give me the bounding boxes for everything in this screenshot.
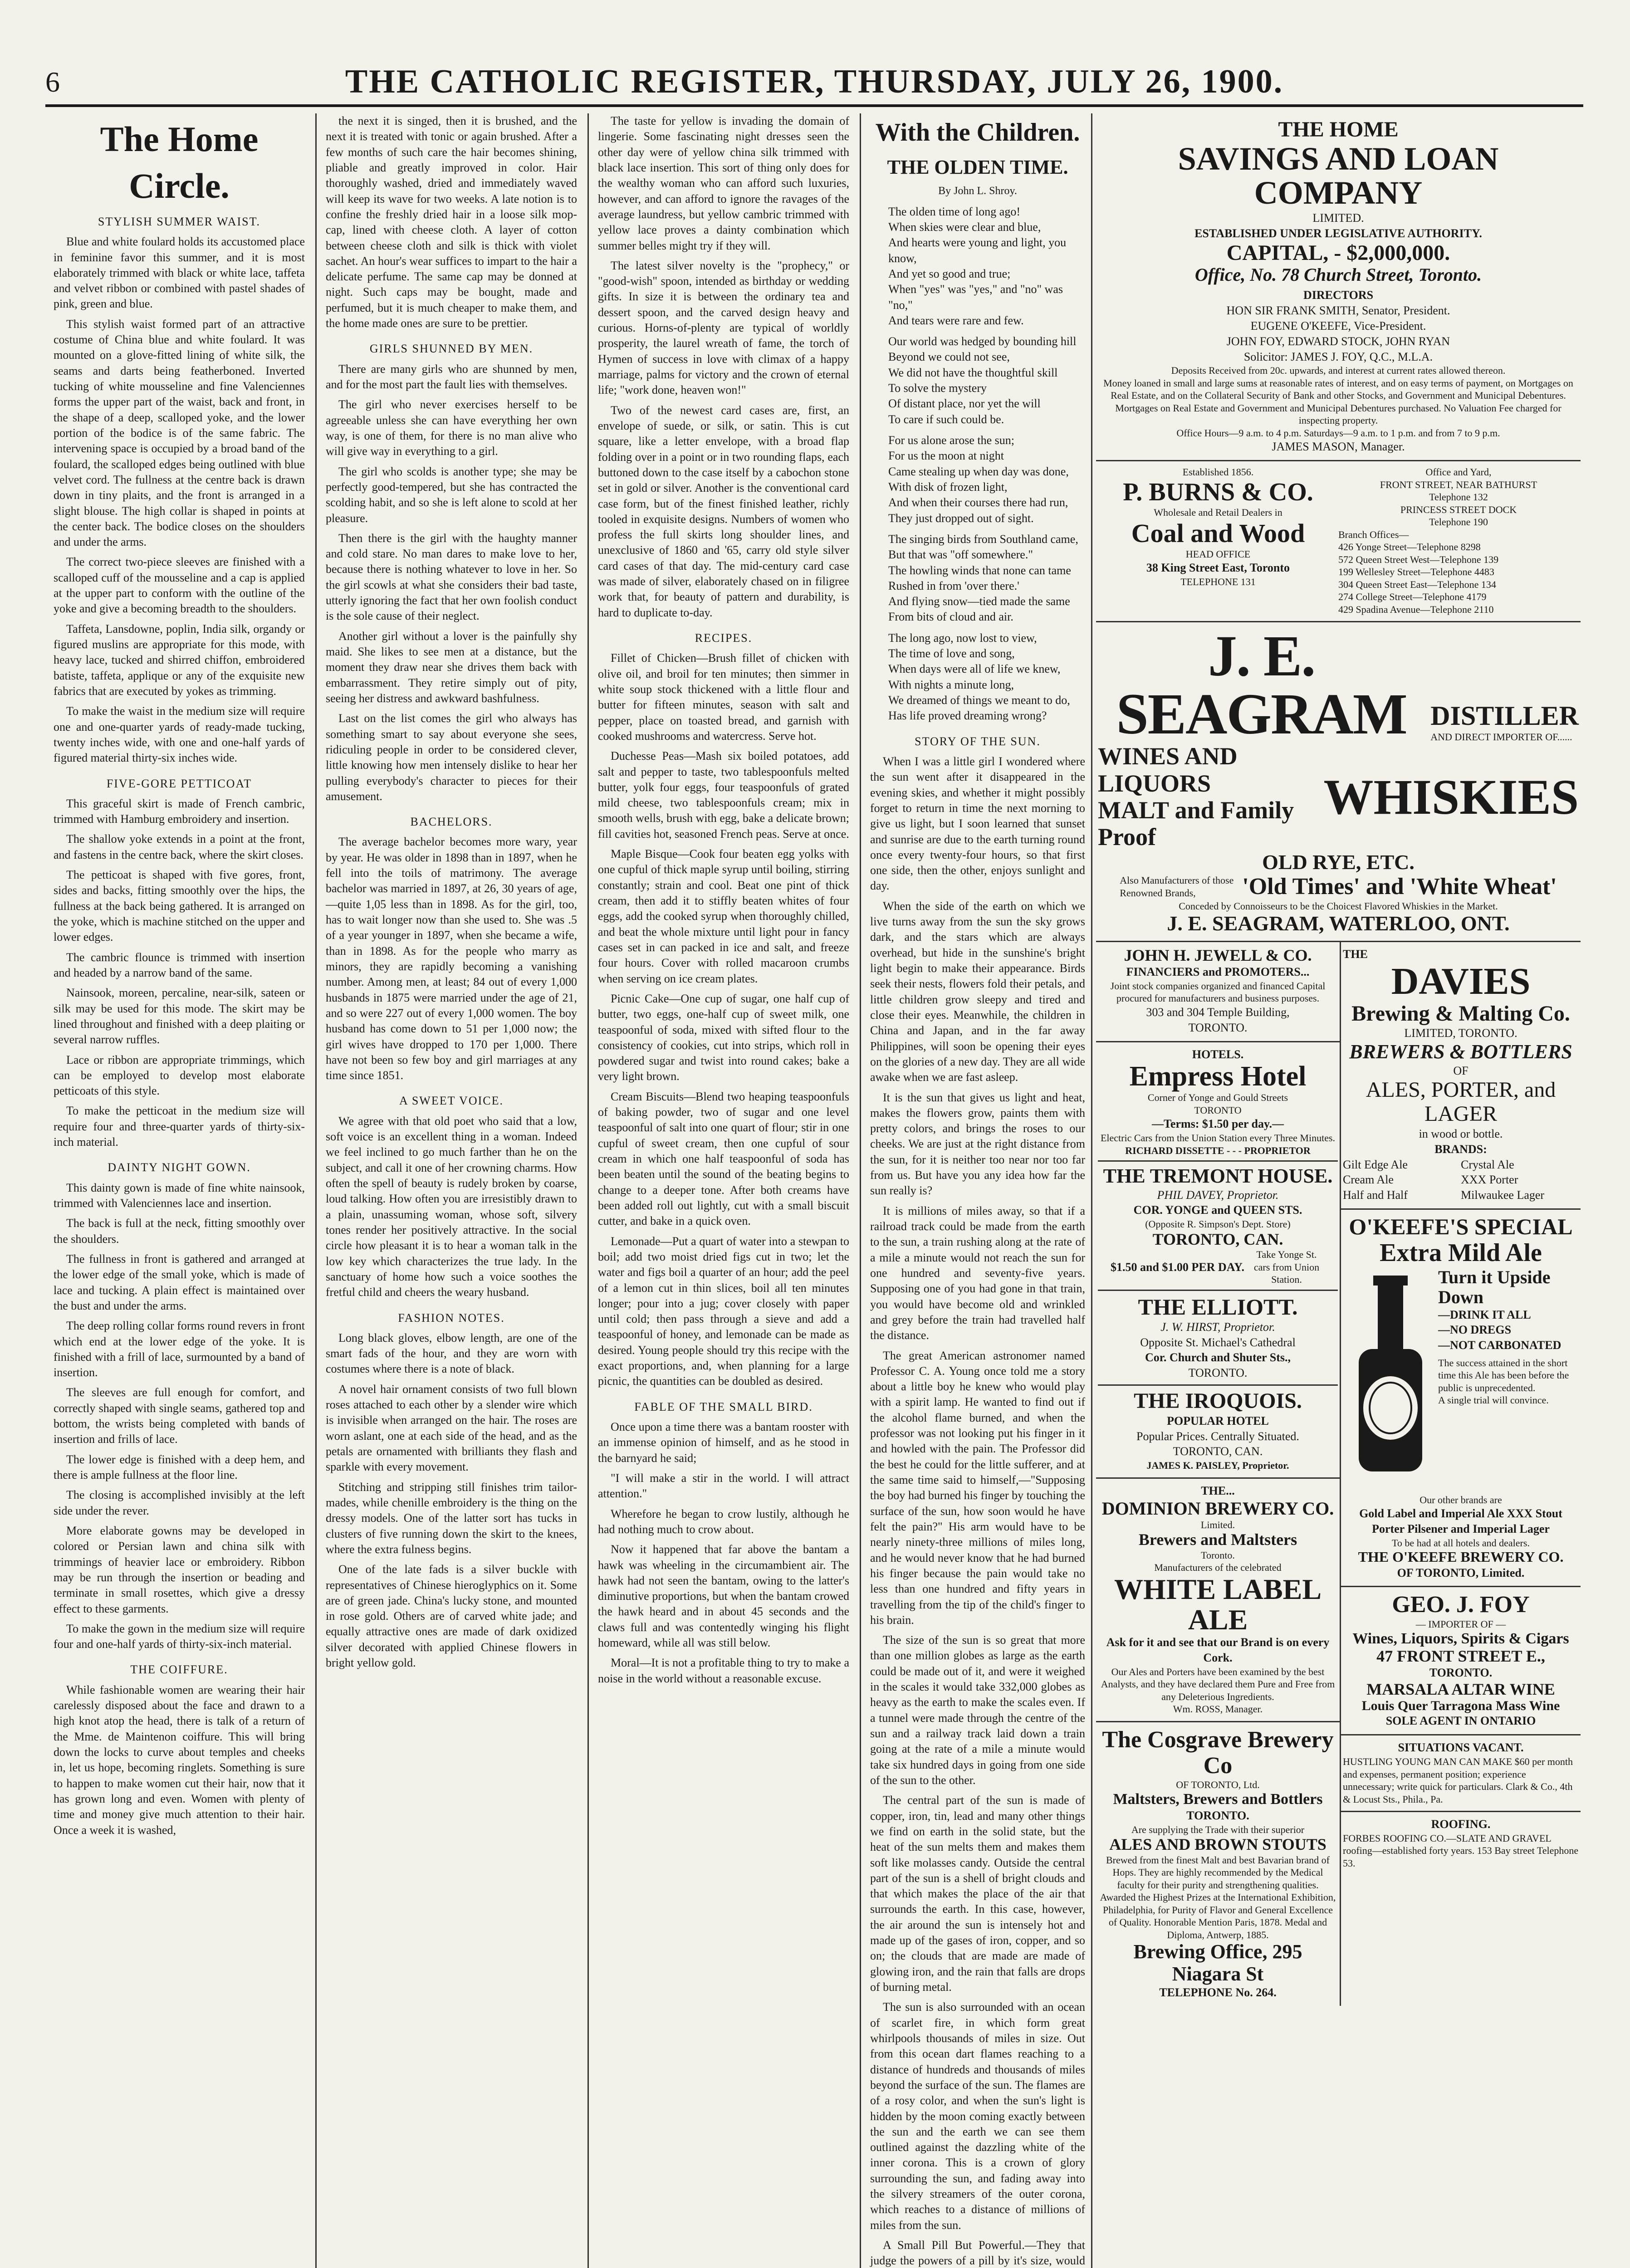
- ad-line: Milwaukee Lager: [1461, 1188, 1545, 1202]
- ad-roofing: [1341, 1812, 1581, 1875]
- ad-foy-address: 47 FRONT STREET E.,: [1376, 1647, 1545, 1665]
- ad-home-directors: [1098, 303, 1579, 349]
- article-paragraph: The taste for yellow is invading the domain of lingerie. Some fascinating night dresses seen the other day were of yellow china silk trimmed with black lace insertion. This sort of thing only does for the wealthy woman who can afford such luxuries, however, and can afford to ignore the ravages of the average laundress, but yellow cambric trimmed with yellow lace proves a dainty combination which summer belles might try if they will.: [598, 114, 849, 252]
- ad-seagram-conceded: Conceded by Connoisseurs to be the Choicest Flavored Whiskies in the Market.: [1179, 900, 1498, 912]
- ad-line: 429 Spadina Avenue—Telephone 2110: [1338, 603, 1494, 615]
- article-paragraph: The latest silver novelty is the "prophecy," or "good-wish" spoon, intended as birthday or wedding gifts. In size it is between the ordinary tea and dessert spoon, and the carved design heavy and curious. Horns-of-plenty are typical of worldly prosperity, the laurel wreath of fame, the torch of Hymen of success in love with climax of a happy marriage, palms for victory and the crown of eternal life; "work done, heaven won!": [598, 259, 849, 397]
- story-paragraph: It is millions of miles away, so that if a railroad track could be made from the earth to the sun, a train rushing along at the rate of a mile a minute would not reach the sun for one hundred and seventy-five years. Supposing one of you had gone in that train, you would have become old and wrinkled and grey before the train had travelled half the distance.: [870, 1204, 1085, 1342]
- ad-jewell-address: 303 and 304 Temple Building,: [1146, 1005, 1290, 1019]
- ad-foy-importer: — IMPORTER OF —: [1415, 1618, 1506, 1630]
- ad-seagram-distiller: DISTILLER: [1430, 700, 1579, 731]
- article-paragraph: This dainty gown is made of fine white nainsook, trimmed with Valenciennes lace and insertion.: [54, 1181, 305, 1210]
- ad-burns: [1096, 461, 1581, 622]
- article-paragraph: The sleeves are full enough for comfort, and correctly shaped with single seams, gathered top and bottom, the wrists being completed with bands of insertion and frills of lace.: [54, 1386, 305, 1446]
- article-paragraph: To make the gown in the medium size will require four and one-half yards of thirty-six-inch material.: [54, 1622, 305, 1651]
- article-heading: FABLE OF THE SMALL BIRD.: [634, 1400, 813, 1413]
- ad-line: 304 Queen Street East—Telephone 134: [1338, 578, 1496, 590]
- ad-burns-head-office: 38 King Street East, Toronto: [1146, 561, 1290, 575]
- column-1: [45, 113, 313, 2268]
- ad-dominion-ask: Ask for it and see that our Brand is on every Cork.: [1106, 1635, 1330, 1664]
- story-paragraph: The central part of the sun is made of copper, iron, tin, lead and many other things we find on earth in the solid state, but the heat of the sun melts them and makes them soft like molasses candy. Outside the central part of the sun is a shell of bright clouds and that which makes the place of the air that surrounds the earth. In this case, however, the air around the sun is intensely hot and made up of the gases of iron, copper, and so on; the clouds that are made are made of glowing iron, and the rain that falls are drops of burning metal.: [870, 1794, 1085, 1994]
- ad-jewell: [1096, 942, 1340, 1042]
- article-paragraph: The petticoat is shaped with five gores, front, sides and backs, fitting smoothly over the hips, the fullness at the back being gathered. It is arranged on the yoke, which is machine stitched on the upper and lower edges.: [54, 868, 305, 944]
- article-paragraph: Another girl without a lover is the painfully shy maid. She likes to see men at a distance, but the moment they draw near she drives them back with embarrassment. They retire simply out of pity, seeing her distress and awkward bashfulness.: [326, 629, 577, 705]
- article-paragraph: The closing is accomplished invisibly at the left side under the rever.: [54, 1488, 305, 1517]
- ad-dominion-city: Toronto.: [1201, 1549, 1235, 1561]
- ads-split: [1096, 942, 1581, 2006]
- article-paragraph: Moral—It is not a profitable thing to try to make a noise in the world without a reasonable excuse.: [598, 1656, 849, 1685]
- ad-empress-name: Empress Hotel: [1129, 1061, 1307, 1092]
- ad-okeefe-name: O'KEEFE'S SPECIAL: [1349, 1213, 1573, 1239]
- ad-empress-corner: Corner of Yonge and Gould Streets: [1147, 1092, 1288, 1104]
- column-rule: [860, 113, 861, 2268]
- ad-home-solicitor: Solicitor: JAMES J. FOY, Q.C., M.L.A.: [1243, 350, 1433, 363]
- column-3: [590, 113, 857, 2268]
- ad-tremont-cars: Take Yonge St. cars from Union Station.: [1253, 1249, 1320, 1286]
- ad-okeefe-company: THE O'KEEFE BREWERY CO.: [1358, 1549, 1564, 1565]
- ad-foy-city: TORONTO.: [1429, 1666, 1493, 1680]
- article-paragraph: The correct two-piece sleeves are finished with a scalloped cuff of the mousseline and a cap is applied at the upper part to conform with the outline of the yoke and give a becoming breadth to the shoulders.: [54, 555, 305, 616]
- ad-iroquois-proprietor: JAMES K. PAISLEY, Proprietor.: [1146, 1460, 1289, 1471]
- article-heading: A SWEET VOICE.: [399, 1094, 504, 1108]
- ad-line: 274 College Street—Telephone 4179: [1338, 591, 1487, 603]
- ad-hotels: [1096, 1042, 1340, 1479]
- ad-okeefe: [1341, 1210, 1581, 1587]
- ad-burns-yard: FRONT STREET, NEAR BATHURST: [1380, 479, 1537, 490]
- column-rule: [315, 113, 317, 2268]
- ad-seagram: [1096, 622, 1581, 942]
- article-paragraph: Once upon a time there was a bantam rooster with an immense opinion of himself, and as he stood in the barnyard he said;: [598, 1420, 849, 1465]
- article-list: [54, 214, 305, 1838]
- section-title-home-circle: The Home Circle.: [100, 119, 259, 205]
- ad-dominion-manufacturers: Manufacturers of the celebrated: [1154, 1562, 1282, 1574]
- ad-cosgrave-supplying: Are supplying the Trade with their superior: [1131, 1823, 1305, 1835]
- ad-line: Half and Half: [1343, 1188, 1408, 1202]
- ad-dominion-brewers: Brewers and Maltsters: [1138, 1530, 1297, 1549]
- ad-line: Crystal Ale: [1461, 1158, 1514, 1171]
- article-paragraph: Cream Biscuits—Blend two heaping teaspoonfuls of baking powder, two of sugar and one level teaspoonful of salt into one quart of flour; stir in one cupful of sweet cream, then one cupful of sour cream in which one half teaspoonful of soda has been beaten until the sound of the beating begins to change to a deeper tone. After both creams have been added roll out lightly, cut with a small biscuit cutter, and bake in a quick oven.: [598, 1090, 849, 1228]
- ad-burns-princess-tel: Telephone 190: [1429, 516, 1488, 528]
- article-paragraph: We agree with that old poet who said that a low, soft voice is an excellent thing in a woman. Indeed we feel inclined to go much farther than he on the subject, and call it one of her crowning charms. How often the spell of beauty is rudely broken by coarse, loud talking. How often you are irresistibly drawn to a plain, unassuming woman, whose soft, silvery tones render her positively attractive. In the social circle how pleasant it is to hear a woman talk in the low key which characterizes the true lady. In the sanctuary of home how such a voice soothes the fretful child and cheers the weary husband.: [326, 1114, 577, 1299]
- ad-seagram-footer: J. E. SEAGRAM, WATERLOO, ONT.: [1167, 912, 1510, 935]
- ads-right-stack: [1341, 942, 1581, 2006]
- ad-home-loans: Money loaned in small and large sums at reasonable rates of interest, and on easy terms of payment, on Mortgages on Real Estate, and on the Collateral Security of Bank and other Stocks, and Government and Municipal Debentures. Mortgages on Real Estate and Government and Municipal Debentures purchased. No Valuation Fee charged for inspecting property.: [1103, 377, 1573, 426]
- poem-title: THE OLDEN TIME.: [887, 156, 1068, 178]
- article-paragraph: The shallow yoke extends in a point at the front, and fastens in the centre back, where the skirt closes.: [54, 832, 305, 861]
- column-rule: [587, 113, 589, 2268]
- ad-hotels-heading: HOTELS.: [1192, 1047, 1244, 1061]
- ad-home-directors-heading: DIRECTORS: [1303, 288, 1374, 302]
- ad-empress-terms: —Terms: $1.50 per day.—: [1151, 1117, 1284, 1131]
- ad-seagram-wines: WINES AND LIQUORS: [1098, 743, 1238, 797]
- ad-cosgrave-desc: Brewed from the finest Malt and best Bavarian brand of Hops. They are highly recommended by the Medical faculty for their purity and strengthening qualities.: [1106, 1854, 1330, 1891]
- ad-okeefe-product: Extra Mild Ale: [1380, 1238, 1542, 1267]
- ale-bottle-icon: [1345, 1272, 1436, 1485]
- article-paragraph: Maple Bisque—Cook four beaten egg yolks with one cupful of thick maple syrup until boiling, stirring constantly; strain and cool. Beat one pint of thick cream, then add it to stiffly beaten whites of four eggs, add the cooked syrup when thoroughly chilled, and beat the whole mixture until light pour in fancy cases set in can packed in ice and salt, and freeze four hours. Cover with rolled macaroon crumbs when serving on ice cream plates.: [598, 847, 849, 985]
- ad-jewell-name: JOHN H. JEWELL & CO.: [1124, 946, 1312, 964]
- ad-seagram-malt: MALT and Family Proof: [1098, 796, 1294, 851]
- ad-cosgrave-brewery: [1096, 1722, 1340, 2006]
- article-heading: GIRLS SHUNNED BY MEN.: [369, 342, 534, 356]
- article-heading: RECIPES.: [695, 631, 753, 645]
- article-list: [598, 113, 849, 1686]
- article-paragraph: Wherefore he began to crow lustily, although he had nothing much to crow about.: [598, 1507, 849, 1536]
- ad-burns-yard-label: Office and Yard,: [1425, 466, 1492, 478]
- ad-tremont-city: TORONTO, CAN.: [1152, 1230, 1283, 1248]
- ad-tremont-proprietor: PHIL DAVEY, Proprietor.: [1157, 1188, 1279, 1202]
- article-paragraph: The girl who never exercises herself to be agreeable unless she can have everything her own way, is one of them, for there is no man alive who will give way in everything to a girl.: [326, 398, 577, 458]
- ad-situations-text: HUSTLING YOUNG MAN CAN MAKE $60 per month and expenses, permanent position; experience unnecessary; write quick for particulars. Clark & Co., 4th & Locust Sts., Phila., Pa.: [1343, 1756, 1573, 1805]
- ad-jewell-sub: FINANCIERS and PROMOTERS...: [1126, 965, 1310, 979]
- column-2: [318, 113, 585, 2268]
- ad-foy: [1341, 1587, 1581, 1735]
- ad-cosgrave-maltsters: Maltsters, Brewers and Bottlers: [1113, 1791, 1323, 1808]
- ad-dominion-product: WHITE LABEL ALE: [1114, 1573, 1322, 1636]
- ad-line: 199 Wellesley Street—Telephone 4483: [1338, 566, 1494, 578]
- story-paragraph: The size of the sun is so great that more than one million globes as large as the earth could be made out of it, and were it weighed in the scales it would take 332,000 globes as heavy as the earth to make the scales even. If a tunnel were made through the centre of the sun and a railway track laid down a train going at the rate of a mile a minute would take six hundred days in going from one side of the sun to the other.: [870, 1633, 1085, 1787]
- ad-dominion-brewery: [1096, 1479, 1340, 1722]
- ad-foy-name: GEO. J. FOY: [1392, 1592, 1530, 1618]
- ad-home-established: ESTABLISHED UNDER LEGISLATIVE AUTHORITY.: [1194, 226, 1482, 240]
- ad-cosgrave-name: The Cosgrave Brewery Co: [1102, 1726, 1334, 1779]
- poem-author: By John L. Shroy.: [938, 185, 1017, 197]
- ad-roofing-text: FORBES ROOFING CO.—SLATE AND GRAVEL roofing—established forty years. 153 Bay street Telephone 53.: [1343, 1832, 1579, 1869]
- ad-okeefe-city: OF TORONTO, Limited.: [1397, 1566, 1525, 1579]
- article-paragraph: Lemonade—Put a quart of water into a stewpan to boil; add two moist dried figs cut in two; let the water and figs boil a quarter of an hour; add the peel of a lemon cut in thin slices, boil all ten minutes longer; pour into a jug; cover closely with paper until cold; then pass through a sieve and add a teaspoonful of honey, and lemonade can be made as desired. Young people should try this recipe with the exact proportions, and, when planning for a large picnic, the quantities can be doubled as desired.: [598, 1234, 849, 1388]
- ad-dominion-manager: Wm. ROSS, Manager.: [1173, 1703, 1263, 1715]
- ad-line: —DRINK IT ALL: [1438, 1308, 1531, 1321]
- ad-empress-city: TORONTO: [1194, 1104, 1242, 1116]
- ad-iroquois-prices: Popular Prices. Centrally Situated.: [1136, 1429, 1299, 1443]
- article-paragraph: Blue and white foulard holds its accustomed place in feminine favor this summer, and it is most elaborately trimmed with black or white lace, taffeta and velvet ribbon or combined with pastel shades of pink, green and blue.: [54, 235, 305, 311]
- ad-situations-vacant: [1341, 1735, 1581, 1812]
- article-heading: STYLISH SUMMER WAIST.: [98, 215, 261, 228]
- story-paragraph: The sun is also surrounded with an ocean of scarlet fire, in which form great whirlpools thousands of miles in size. Out from this ocean dart flames reaching to a distance of hundreds and thousands of miles beyond the surface of the sun. The flames are of a rosy color, and when the sun's light is hidden by the moon coming exactly between the sun and the earth we can see them outlined against the dazzling white of the inner corona. This is a crown of glory surrounding the sun, and fading away into the silvery streamers of the outer corona, which reaches to a distance of millions of miles from the sun.: [870, 2000, 1085, 2232]
- ad-tremont-corner: COR. YONGE and QUEEN STS.: [1133, 1203, 1302, 1217]
- article-heading: FIVE-GORE PETTICOAT: [106, 777, 252, 790]
- ad-tremont-opposite: (Opposite R. Simpson's Dept. Store): [1145, 1218, 1291, 1230]
- ad-iroquois-sub: POPULAR HOTEL: [1167, 1414, 1269, 1427]
- ad-elliott-city: TORONTO.: [1188, 1366, 1248, 1380]
- ad-davies-the: THE: [1343, 947, 1368, 961]
- ad-burns-branch-label: Branch Offices—: [1338, 528, 1409, 540]
- article-paragraph: The average bachelor becomes more wary, year by year. He was older in 1898 than in 1897, when he fell into the toils of matrimony. The average bachelor was married in 1897, at 26, 30 years of age,—quite 1,05 less than in 1898. As for the girl, too, has to wait longer now than she used to. She was .5 of a year younger in 1897, when she became a wife, than in 1898. As for the people who marry as minors, they are rapidly becoming a vanishing number. Among men, at least; 84 out of every 1,000 husbands in 1875 were married under the age of 21, and so were 227 out of every 1,000 women. The boy husband has come down to 51 per 1,000 now; the girl wives have dropped to 170 per 1,000. There have not been so few boy and girl marriages at any time since 1851.: [326, 835, 577, 1082]
- article-paragraph: One of the late fads is a silver buckle with representatives of Chinese hieroglyphics on it. Some are of green jade. China's lucky stone, and mounted in rose gold. Others are of carved white jade; and equally attractive ones are made of dark oxidized silver decorated with applied Chinese flowers in bright yellow gold.: [326, 1563, 577, 1670]
- ad-foy-marsala: MARSALA ALTAR WINE: [1366, 1680, 1555, 1698]
- article-paragraph: Last on the list comes the girl who always has something smart to say about everyone she sees, ridiculing people in order to be considered clever, little knowing how men intensely dislike to hear her pulling everybody's character to pieces for their amusement.: [326, 712, 577, 803]
- ad-roofing-heading: ROOFING.: [1431, 1818, 1491, 1831]
- ad-davies-brands-right: [1461, 1157, 1579, 1203]
- ad-line: JOHN FOY, EDWARD STOCK, JOHN RYAN: [1226, 334, 1450, 348]
- ad-burns-name: P. BURNS & CO.: [1123, 478, 1313, 506]
- ad-davies-products: ALES, PORTER, and LAGER: [1366, 1078, 1556, 1126]
- notice-pills: A Small Pill But Powerful.—They that judge the powers of a pill by it's size, would: [870, 2239, 1085, 2268]
- ad-iroquois-city: TORONTO, CAN.: [1173, 1445, 1263, 1458]
- ad-empress-proprietor: RICHARD DISSETTE - - - PROPRIETOR: [1125, 1144, 1311, 1156]
- article-paragraph: The lower edge is finished with a deep hem, and there is ample fullness at the floor line.: [54, 1452, 305, 1482]
- ad-davies-brewing: [1341, 942, 1581, 1210]
- article-paragraph: More elaborate gowns may be developed in colored or Persian lawn and china silk with trimmings of heavier lace or embroidery. Ribbon may be run through the insertion or beading and terminate in small rosettes, which give a dressy effect to these garments.: [54, 1524, 305, 1615]
- ad-okeefe-desc: The success attained in the short time this Ale has been before the public is unprecedented.: [1438, 1357, 1569, 1393]
- ad-home-company: SAVINGS AND LOAN COMPANY: [1178, 140, 1499, 211]
- article-paragraph: Lace or ribbon are appropriate trimmings, which can be employed to develop most elaborate petticoats of this style.: [54, 1053, 305, 1098]
- ad-line: —NO DREGS: [1438, 1323, 1512, 1337]
- ad-line: Cream Ale: [1343, 1173, 1394, 1187]
- ad-okeefe-features: [1438, 1307, 1579, 1353]
- ad-line: 426 Yonge Street—Telephone 8298: [1338, 541, 1481, 553]
- ad-okeefe-brands: Gold Label and Imperial Ale XXX Stout Porter Pilsener and Imperial Lager: [1359, 1507, 1562, 1536]
- ad-davies-company: Brewing & Malting Co.: [1351, 1001, 1570, 1026]
- ad-burns-product: Coal and Wood: [1131, 518, 1305, 548]
- article-paragraph: Nainsook, moreen, percaline, near-silk, sateen or silk may be used for this mode. The skirt may be lined throughout and finished with a deep plaiting or several narrow ruffles.: [54, 986, 305, 1046]
- advertisements-column: [1093, 113, 1583, 2268]
- ad-davies-of: OF: [1453, 1064, 1468, 1077]
- ad-foy-agent: SOLE AGENT IN ONTARIO: [1385, 1714, 1536, 1728]
- story-paragraph: When the side of the earth on which we live turns away from the sun the sky grows dark, and the stars which are always overhead, but hide in the sunshine's bright light begin to make their appearance. Birds seek their nests, flowers fold their petals, and little children grow sleepy and tired and close their eyes. Meanwhile, the children in China and Japan, and in the far away Philippines, will soon be opening their eyes on the glories of a new day. They are all wide awake when we are fast asleep.: [870, 899, 1085, 1084]
- poem-stanza: The olden time of long ago! When skies were clear and blue, And hearts were young and light, you know, And yet so good and true; When "yes" was "yes," and "no" was "no," And tears were rare and few.: [888, 205, 1067, 327]
- ad-line: EUGENE O'KEEFE, Vice-President.: [1250, 319, 1426, 332]
- ad-home-manager: JAMES MASON, Manager.: [1272, 440, 1405, 454]
- ad-dominion-name: DOMINION BREWERY CO.: [1101, 1498, 1334, 1519]
- poem-stanza: Our world was hedged by bounding hill Beyond we could not see, We did not have the thoughtful skill To solve the mystery Of distant place, nor yet the will To care if such could be.: [888, 335, 1077, 426]
- story-body: [870, 754, 1085, 2233]
- article-paragraph: Duchesse Peas—Mash six boiled potatoes, add salt and pepper to taste, two tablespoonfuls melted butter, yolk four eggs, four teaspoonfuls of grated mild cheese, two tablespoonfuls cream; mix in smooth wells, brush with egg, bake a delicate brown; fill cavities hot, seasoned French peas. Serve at once.: [598, 749, 849, 841]
- ad-home-hours: Office Hours—9 a.m. to 4 p.m. Saturdays—9 a.m. to 1 p.m. and from 7 to 9 p.m.: [1176, 427, 1500, 439]
- article-paragraph: Stitching and stripping still finishes trim tailor-mades, while chenille embroidery is the thing on the dressy models. One of the latter sort has tucks in clusters of five running down the skirt to the knees, where the extra fulness begins.: [326, 1480, 577, 1556]
- newspaper-title: THE CATHOLIC REGISTER, THURSDAY, JULY 26, 1900.: [345, 63, 1284, 100]
- poem-stanza: For us alone arose the sun; For us the moon at night Came stealing up when day was done, With disk of frozen light, And when their courses there had run, They just dropped out of sight.: [888, 434, 1069, 525]
- ad-burns-telephone: TELEPHONE 131: [1180, 576, 1256, 587]
- article-paragraph: Two of the newest card cases are, first, an envelope of suede, or silk, or satin. This is cut square, like a letter envelope, with a broad flap folding over in a point or in two rounding flaps, each buttoned down to the case itself by a cabochon stone set in gold or silver. Another is the conventional card case form, but of the finest finished leather, richly tooled in exquisite designs. Numbers of women who profess the full skirts long shoulder lines, and unexclusive of 1860 and '65, carry old style silver card cases of that day. The mid-century card case was made of silver, elaborately chased on in filigree work that, for beauty of pattern and durability, is hard to duplicate to-day.: [598, 403, 849, 619]
- ad-cosgrave-telephone: TELEPHONE No. 264.: [1159, 1986, 1277, 1999]
- ad-okeefe-turn: Turn it Upside Down: [1438, 1266, 1551, 1307]
- ad-seagram-whiskies: WHISKIES: [1323, 769, 1579, 825]
- ad-jewell-desc: Joint stock companies organized and financed Capital procured for manufacturers and business purposes.: [1110, 980, 1326, 1004]
- story-paragraph: It is the sun that gives us light and heat, makes the flowers grow, paints them with pretty colors, and brings the roses to our cheeks. We are just at the right distance from the sun, for it is neither too near nor too far from us. But have you any idea how far the sun really is?: [870, 1090, 1085, 1198]
- article-paragraph: While fashionable women are wearing their hair carelessly disposed about the face and drawn to a high knot atop the head, there is talk of a return of the Mme. de Maintenon coiffure. This will bring down the locks to curve about temples and cheeks in, let us hope, becoming ringlets. Something is sure to happen to make women cut their hair, now that it has grown long and even. Women with plenty of time and money give much attention to their hair. Once a week it is washed,: [54, 1683, 305, 1837]
- page-number: 6: [45, 66, 60, 98]
- ad-burns-dealers: Wholesale and Retail Dealers in: [1154, 507, 1282, 518]
- ad-cosgrave-city: TORONTO.: [1186, 1809, 1249, 1822]
- article-paragraph: There are many girls who are shunned by men, and for the most part the fault lies with themselves.: [326, 362, 577, 391]
- ad-line: XXX Porter: [1461, 1173, 1518, 1187]
- story-paragraph: The great American astronomer named Professor C. A. Young once told me a story about a little boy he knew who would play with a spirit lamp. He wanted to find out if the alcohol flame burned, and when the professor was not looking put his finger in it and howled with the pain. The Professor did the best he could for the little sufferer, and at the same time said to himself,—"Supposing the boy had burned his finger by touching the surface of the sun, how soon would he have felt the pain?" His arm would have to be nearly ninety-three millions of miles long, and he would never know that he had burned his finger because the pain would take no less than one hundred and fifty years in travelling from the tip of the child's finger to his brain.: [870, 1349, 1085, 1627]
- ad-burns-yard-tel: Telephone 132: [1429, 491, 1488, 503]
- ad-elliott-corner: Cor. Church and Shuter Sts.,: [1145, 1351, 1291, 1364]
- ad-situations-heading: SITUATIONS VACANT.: [1398, 1741, 1524, 1755]
- article-paragraph: Fillet of Chicken—Brush fillet of chicken with olive oil, and broil for ten minutes; then simmer in white soup stock thickened with a little flour and butter for fifteen minutes, season with salt and pepper, place on toasted bread, and garnish with cooked mushrooms and watercress. Serve hot.: [598, 651, 849, 743]
- ad-iroquois-name: THE IROQUOIS.: [1134, 1389, 1302, 1413]
- ad-seagram-manufacturers: Also Manufacturers of those Renowned Brands,: [1120, 875, 1234, 899]
- ad-elliott-opposite: Opposite St. Michael's Cathedral: [1140, 1335, 1296, 1349]
- poem-stanza: The long ago, now lost to view, The time of love and song, When days were all of life we knew, With nights a minute long, We dreamed of things we meant to do, Has life proved dreaming wrong?: [888, 631, 1070, 723]
- poem-stanza: The singing birds from Southland came, But that was "off somewhere." The howling winds that none can tame Rushed in from 'over there.' And flying snow—tied made the same From bits of cloud and air.: [888, 532, 1078, 624]
- ad-burns-princess: PRINCESS STREET DOCK: [1400, 503, 1517, 515]
- article-heading: DAINTY NIGHT GOWN.: [108, 1161, 251, 1174]
- article-heading: THE COIFFURE.: [130, 1663, 228, 1677]
- ad-davies-brewers: BREWERS & BOTTLERS: [1349, 1041, 1572, 1063]
- ad-davies-bottle: in wood or bottle.: [1419, 1127, 1503, 1140]
- article-paragraph: The girl who scolds is another type; she may be perfectly good-tempered, but she has contracted the scolding habit, and so she is left alone to scold at her pleasure.: [326, 464, 577, 525]
- story-paragraph: When I was a little girl I wondered where the sun went after it disappeared in the evening skies, and whether it might possibly forget to return in time the next morning to give us light, but I soon learned that sunset and sunrise are due to the earth turning round once every twenty-four hours, so that first one side, then the other, enjoys sunlight and day.: [870, 754, 1085, 893]
- ad-cosgrave-product: ALES AND BROWN STOUTS: [1109, 1835, 1327, 1854]
- article-paragraph: The back is full at the neck, fitting smoothly over the shoulders.: [54, 1217, 305, 1246]
- article-paragraph: The cambric flounce is trimmed with insertion and headed by a narrow band of the same.: [54, 950, 305, 979]
- article-paragraph: the next it is singed, then it is brushed, and the next it is treated with tonic or again brushed. After a few months of such care the hair becomes shining, pliable and greatly improved in color. Hair thoroughly washed, dried and immediately waved will keep its wave for two weeks. A late notion is to confine the freshly dried hair in a loose silk mop-cap, lined with cheese cloth. A layer of cotton between cheese cloth and silk is thick with violet sachet. An hour's wear suffices to impart to the hair a delicate perfume. The same cap may be donned at night. Such caps may be bought, made and perfumed, but it is much cheaper to make them, and the home made ones are sure to be prettier.: [326, 114, 577, 330]
- ad-okeefe-trial: A single trial will convince.: [1438, 1394, 1549, 1406]
- ad-seagram-brands: 'Old Times' and 'White Wheat': [1242, 874, 1557, 900]
- ad-okeefe-other: Our other brands are: [1420, 1494, 1502, 1505]
- ad-cosgrave-of: OF TORONTO, Ltd.: [1176, 1779, 1260, 1790]
- ad-davies-name: DAVIES: [1391, 960, 1531, 1003]
- article-heading: FASHION NOTES.: [398, 1311, 505, 1325]
- ad-elliott-proprietor: J. W. HIRST, Proprietor.: [1160, 1320, 1275, 1334]
- article-paragraph: Long black gloves, elbow length, are one of the smart fads of the hour, and they are worn with costumes where there is a note of black.: [326, 1331, 577, 1376]
- ad-home-deposits: Deposits Received from 20c. upwards, and interest at current rates allowed thereon.: [1171, 365, 1506, 376]
- masthead: [45, 59, 1583, 107]
- article-paragraph: Now it happened that far above the bantam a hawk was wheeling in the circumambient air. The hawk had not seen the bantam, owing to the latter's diminutive proportions, but when the bantam crowed the hawk heard and in about 45 seconds and the claws full and was contentedly winging his flight homeward, while all was still below.: [598, 1543, 849, 1650]
- article-paragraph: The deep rolling collar forms round revers in front which end at the lower edge of the yoke. It is finished with a frill of lace, surmounted by a band of insertion.: [54, 1319, 305, 1379]
- ad-line: Gilt Edge Ale: [1343, 1158, 1408, 1171]
- ad-dominion-limited: Limited.: [1200, 1519, 1235, 1530]
- ad-foy-products: Wines, Liquors, Spirits & Cigars: [1352, 1630, 1569, 1647]
- ad-davies-brands-left: [1343, 1157, 1461, 1203]
- article-paragraph: A novel hair ornament consists of two full blown roses attached to each other by a slender wire which is invisible when arranged on the hair. The roses are worn aslant, one at each side of the head, and as the petals are ornamented with brilliants they flash and sparkle with every movement.: [326, 1382, 577, 1474]
- section-title-children: With the Children.: [875, 118, 1080, 147]
- poem-stanzas: [870, 204, 1085, 724]
- ad-cosgrave-awards: Awarded the Highest Prizes at the International Exhibition, Philadelphia, for Purity of Flavor and General Excellence of Quality. Honorable Mention Paris, 1878. Medal and Diploma, Antwerp, 1885.: [1100, 1892, 1336, 1941]
- column-4: [862, 113, 1093, 2268]
- ad-foy-louis: Louis Quer Tarragona Mass Wine: [1361, 1698, 1560, 1714]
- ad-home-capital: CAPITAL, - $2,000,000.: [1226, 240, 1450, 265]
- ad-home-line1: THE HOME: [1278, 117, 1399, 142]
- article-paragraph: Then there is the girl with the haughty manner and cold stare. No man dares to make love to her, because there is nothing whatever to love in her. So the girl scowls at what she considers their bad taste, utterly ignoring the fact that her own foolish conduct is the sole cause of their neglect.: [326, 531, 577, 623]
- article-paragraph: "I will make a stir in the world. I will attract attention.": [598, 1471, 849, 1501]
- ad-tremont-rates: $1.50 and $1.00 PER DAY.: [1111, 1260, 1244, 1274]
- ad-elliott-name: THE ELLIOTT.: [1138, 1294, 1298, 1320]
- ad-empress-cars: Electric Cars from the Union Station every Three Minutes.: [1100, 1132, 1336, 1144]
- ad-tremont-name: THE TREMONT HOUSE.: [1103, 1165, 1333, 1188]
- ad-home-limited: LIMITED.: [1312, 211, 1364, 225]
- article-heading: BACHELORS.: [410, 815, 493, 829]
- article-paragraph: To make the petticoat in the medium size will require four and three-quarter yards of thirty-six-inch material.: [54, 1104, 305, 1149]
- article-list: [326, 113, 577, 1671]
- ad-cosgrave-office: Brewing Office, 295 Niagara St: [1133, 1941, 1302, 1985]
- ad-burns-head-label: HEAD OFFICE: [1185, 548, 1251, 560]
- ad-seagram-importer: AND DIRECT IMPORTER OF......: [1430, 731, 1572, 743]
- ad-jewell-city: TORONTO.: [1188, 1021, 1248, 1034]
- ad-dominion-desc: Our Ales and Porters have been examined by the best Analysts, and they have declared them Pure and Free from any Deleterious Ingredients.: [1101, 1666, 1335, 1702]
- article-paragraph: The fullness in front is gathered and arranged at the lower edge of the small yoke, which is made of lace and tucking. A plain effect is maintained over the bust and under the arms.: [54, 1252, 305, 1312]
- article-paragraph: Taffeta, Lansdowne, poplin, India silk, organdy or figured muslins are appropriate for this mode, with heavy lace, tucked and shirred chiffon, embroidered batiste, taffeta, applique or any of the exquisite new fabrics that are executed by yokes as trimming.: [54, 622, 305, 698]
- article-paragraph: Picnic Cake—One cup of sugar, one half cup of butter, two eggs, one-half cup of sweet milk, one teaspoonful of soda, mixed with sifted flour to the consistency of cookies, cut into strips, which roll in powdered sugar and twist into round cakes; bake a very light brown.: [598, 992, 849, 1083]
- ad-davies-limited: LIMITED, TORONTO.: [1404, 1026, 1517, 1040]
- ad-burns-branches: [1338, 541, 1579, 616]
- story-heading: STORY OF THE SUN.: [915, 734, 1041, 748]
- ad-home-savings: [1096, 113, 1581, 461]
- ad-seagram-name: J. E. SEAGRAM: [1116, 624, 1407, 747]
- ads-left-stack: [1096, 942, 1341, 2006]
- ad-davies-brands-heading: BRANDS:: [1434, 1142, 1487, 1156]
- ad-home-office: Office, No. 78 Church Street, Toronto.: [1194, 264, 1482, 285]
- ad-dominion-the: THE...: [1201, 1484, 1235, 1497]
- ad-line: HON SIR FRANK SMITH, Senator, President.: [1226, 304, 1450, 318]
- ad-line: —NOT CARBONATED: [1438, 1339, 1561, 1352]
- ad-burns-established: Established 1856.: [1182, 466, 1254, 478]
- article-paragraph: This stylish waist formed part of an attractive costume of China blue and white foulard. It was mounted on a glove-fitted lining of white silk, the seams and darts being featherboned. Inverted tucking of white mousseline and fine Valenciennes forms the upper part of the waist, back and front, in the shape of a deep, scalloped yoke, and the lower portion of the bodice is of the same fabric. The intervening space is occupied by a broad band of the foulard, the scalloped edges being outlined with blue velvet cord. The fullness at the centre back is drawn down in tiny plaits, and the front is arranged in a slight blouse. The high collar is shaped in points at the center back. The bodice closes on the shoulders and under the arms.: [54, 317, 305, 549]
- ad-seagram-old-rye: OLD RYE, ETC.: [1262, 850, 1415, 874]
- article-paragraph: To make the waist in the medium size will require one and one-quarter yards of ready-made tucking, twenty inches wide, with one and one-half yards of figured material thirty-six inches wide.: [54, 704, 305, 765]
- ad-okeefe-had: To be had at all hotels and dealers.: [1392, 1537, 1530, 1549]
- article-paragraph: This graceful skirt is made of French cambric, trimmed with Hamburg embroidery and insertion.: [54, 797, 305, 826]
- ad-line: 572 Queen Street West—Telephone 139: [1338, 553, 1499, 565]
